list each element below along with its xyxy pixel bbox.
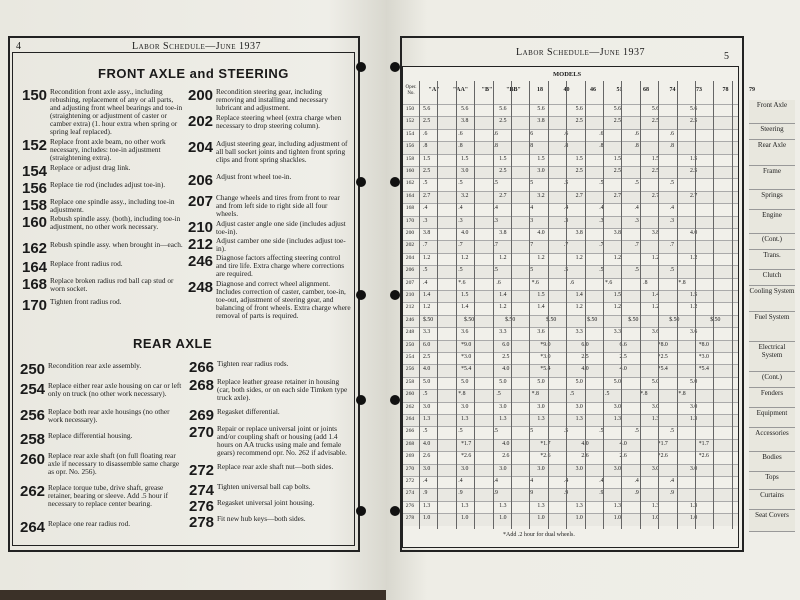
section-tab[interactable]: Clutch — [749, 270, 795, 286]
operation-description: Tighten universal ball cap bolts. — [217, 482, 311, 491]
operation-number: 158 — [22, 197, 48, 214]
table-footnote: *Add .2 hour for dual wheels. — [503, 532, 575, 538]
operation-description: Rebush spindle assy. (both), including toe-in adjustment, no other work necessary. — [50, 214, 181, 231]
operation-number-cell: 152 — [405, 118, 415, 125]
table-column-line — [658, 81, 659, 529]
operation-number-cell: 200 — [405, 230, 415, 236]
operation-number: 266 — [189, 359, 215, 376]
operation-description: Replace torque tube, drive shaft, grease retainer, bearing or sleeve. Add .5 hour if necessary to replace center bearing. — [48, 483, 169, 508]
section-tab[interactable]: Rear Axle — [749, 140, 795, 166]
operation-description: Rebush spindle assy. when brought in—each. — [50, 240, 183, 249]
operation-number: 272 — [189, 462, 215, 479]
table-column-line — [419, 81, 420, 529]
operation-number-cell: 258 — [405, 378, 415, 385]
table-row — [403, 203, 738, 216]
section-tab[interactable]: Tops — [749, 472, 795, 490]
model-header: 74 — [669, 87, 676, 93]
operation-number: 210 — [188, 219, 214, 236]
table-row — [403, 426, 738, 439]
operation-number: 248 — [188, 279, 214, 296]
operation-number: 250 — [20, 361, 46, 378]
operation-number-cell: 266 — [405, 428, 415, 435]
operation-description: Replace leather grease retainer in housing (car, both sides, or on each side Timken type truck axle). — [217, 377, 348, 402]
row-values: .5 .5 .5 .5 .5 .5 .5 .5 — [423, 180, 675, 187]
table-row — [403, 129, 738, 142]
row-values: 2.5 3.8 2.5 3.8 2.5 2.5 2.5 2.5 — [423, 118, 698, 125]
left-page-number: 4 — [16, 41, 21, 52]
model-header: "BB" — [506, 87, 521, 93]
table-row — [403, 290, 738, 303]
section-tab[interactable]: (Cont.) — [749, 372, 795, 388]
table-column-line — [640, 81, 641, 529]
operation-description: Replace one rear radius rod. — [48, 519, 131, 528]
table-column-line — [437, 81, 438, 529]
operation-number-cell: 264 — [405, 416, 415, 422]
row-values: .5 .5 .5 .5 .5 .5 .5 .5 — [423, 267, 675, 274]
table-column-line — [621, 81, 622, 529]
operation-number-cell: 158 — [405, 155, 415, 162]
models-label: MODELS — [553, 71, 582, 78]
table-row — [403, 191, 738, 204]
operation-number-cell: 268 — [405, 440, 415, 447]
operation-number: 168 — [22, 276, 48, 293]
operation-number: 162 — [22, 240, 48, 257]
operation-number-cell: 210 — [405, 292, 415, 298]
table-row — [403, 340, 738, 353]
left-page — [0, 0, 386, 590]
operation-number-cell: 206 — [405, 267, 415, 274]
binder-hole — [356, 290, 366, 300]
section-tab[interactable]: Fuel System — [749, 312, 795, 342]
table-column-line — [677, 81, 678, 529]
row-values: 3.0 3.0 3.0 3.0 3.0 3.0 3.0 3.0 — [423, 403, 698, 410]
row-values: 1.0 1.0 1.0 1.0 1.0 1.0 1.0 1.0 — [423, 515, 698, 522]
operation-description: Replace rear axle shaft nut—both sides. — [217, 462, 334, 471]
labor-time-table — [402, 66, 755, 548]
row-values: 6.0 *9.0 6.0 *9.0 6.0 6.6 *8.0 *8.0 — [423, 341, 709, 348]
operation-description: Replace both rear axle housings (no other work necessary). — [48, 407, 170, 424]
operation-description: Replace either rear axle housing on car or left only on truck (no other work necessary). — [48, 381, 182, 398]
section-tab[interactable]: Equipment — [749, 408, 795, 428]
table-row — [403, 228, 738, 241]
table-row — [403, 389, 738, 402]
row-values: 1.4 1.5 1.4 1.5 1.4 1.5 1.4 1.5 — [423, 292, 698, 298]
operation-number-cell: 278 — [405, 515, 415, 522]
operation-description: Replace or adjust drag link. — [50, 163, 131, 172]
operation-number: 270 — [189, 424, 215, 441]
operation-description: Adjust steering gear, including adjustment of all ball socket joints and tighten front spring clips and front spring shackles. — [216, 139, 348, 164]
operation-number-cell: 272 — [405, 478, 415, 484]
row-values: 2.6 *2.6 2.6 *2.6 2.6 2.6 *2.6 *2.6 — [423, 453, 709, 460]
operation-number-cell: 202 — [405, 242, 415, 249]
row-values: .4 .4 .4 .4 .4 .4 .4 .4 — [423, 478, 675, 484]
operation-description: Replace differential housing. — [48, 431, 133, 440]
operation-number: 262 — [20, 483, 46, 500]
operation-number-cell: 256 — [405, 366, 415, 373]
table-column-line — [603, 81, 604, 529]
operation-description: Regasket universal joint housing. — [217, 498, 315, 507]
row-values: .3 .3 .3 .3 .3 .3 .3 .3 — [423, 217, 675, 224]
binder-hole — [390, 506, 400, 516]
table-column-line — [566, 81, 567, 529]
row-values: 2.5 3.0 2.5 3.0 2.5 2.5 2.5 2.5 — [423, 168, 698, 174]
table-row — [403, 104, 738, 117]
binder-hole — [390, 62, 400, 72]
rear-axle-title: REAR AXLE — [133, 336, 213, 351]
operation-description: Recondition front axle assy., including rebushing, replacement of any or all parts, and adjusting front wheel bearings and toe-in (straightening or adjustment of caster or camber extra) (1. hour extra when spring or spring leaf replaced). — [50, 87, 183, 136]
section-tab[interactable]: Bodies — [749, 452, 795, 472]
table-column-line — [585, 81, 586, 529]
operation-number-cell: 270 — [405, 465, 415, 472]
table-row — [403, 216, 738, 229]
operation-number: 276 — [189, 498, 215, 515]
table-row — [403, 501, 738, 514]
row-values: 2.7 3.2 2.7 3.2 2.7 2.7 2.7 2.7 — [423, 192, 698, 199]
operation-number: 256 — [20, 407, 46, 424]
section-tab[interactable]: Seat Covers — [749, 510, 795, 532]
operation-description: Recondition rear axle assembly. — [48, 361, 142, 370]
table-column-line — [548, 81, 549, 529]
table-row — [403, 265, 738, 278]
oper-no-label: Oper. No. — [405, 85, 417, 96]
front-axle-title: FRONT AXLE and STEERING — [98, 66, 289, 81]
operation-description: Replace front axle beam, no other work necessary, includes: toe-in adjustment (straightening extra). — [50, 137, 166, 162]
table-row — [403, 488, 738, 501]
operation-description: Adjust camber one side (includes adjust toe-in). — [216, 236, 346, 253]
row-values: 5.0 5.0 5.0 5.0 5.0 5.0 5.0 5.0 — [423, 378, 698, 385]
operation-number-cell: 207 — [405, 279, 415, 286]
model-header: 51 — [616, 87, 623, 93]
row-values: 1.3 1.3 1.3 1.3 1.3 1.3 1.3 1.3 — [423, 416, 698, 422]
section-tab[interactable]: Engine — [749, 210, 795, 234]
operation-number: 200 — [188, 87, 214, 104]
row-values: .7 .7 .7 .7 .7 .7 .7 .7 — [423, 242, 675, 249]
table-column-line — [493, 81, 494, 529]
operation-number-cell: 162 — [405, 180, 415, 187]
row-values: 1.5 1.5 1.5 1.5 1.5 1.5 1.5 1.5 — [423, 155, 698, 162]
operation-number: 246 — [188, 253, 214, 270]
operation-description: Recondition steering gear, including removing and installing and necessary lubricant and adjustment. — [216, 87, 328, 112]
section-tab[interactable]: Front Axle — [749, 100, 795, 124]
operation-description: Fit new hub keys—both sides. — [217, 514, 306, 523]
operation-number-cell: 274 — [405, 490, 415, 497]
row-values: 1.2 1.4 1.2 1.4 1.2 1.2 1.2 1.2 — [423, 304, 698, 311]
section-tab[interactable]: Accessories — [749, 428, 795, 452]
section-tab[interactable]: Electrical System — [749, 342, 795, 372]
table-column-line — [695, 81, 696, 529]
table-row — [403, 240, 738, 253]
row-values: .9 .9 .9 .9 .9 .9 .9 .9 — [423, 490, 675, 497]
operation-description: Diagnose and correct wheel alignment. Includes correction of caster, camber, toe-in, toe-out, adjustment of steering gear, and balancing of front wheels. Extra charge where removal of parts is required. — [216, 279, 351, 320]
section-tab[interactable]: Springs — [749, 190, 795, 210]
model-header: 73 — [695, 87, 702, 93]
operation-number-cell: 269 — [405, 453, 415, 460]
section-tab[interactable]: Frame — [749, 166, 795, 190]
model-header: 46 — [589, 87, 596, 93]
row-values: .6 .6 .6 .6 .6 .6 .6 .6 — [423, 130, 675, 137]
operation-number: 274 — [189, 482, 215, 499]
row-values: 2.5 *3.0 2.5 *3.0 2.5 2.5 *2.5 *3.0 — [423, 354, 709, 360]
model-header: 18 — [536, 87, 543, 93]
table-row — [403, 154, 738, 167]
operation-number-cell: 156 — [405, 143, 415, 150]
row-values: 3.3 3.6 3.3 3.6 3.3 3.3 3.6 3.6 — [423, 329, 698, 336]
operation-number: 204 — [188, 139, 214, 156]
operation-number: 278 — [189, 514, 215, 531]
operation-number: 260 — [20, 451, 46, 468]
operation-description: Tighten rear radius rods. — [217, 359, 289, 368]
operation-number-cell: 154 — [405, 130, 415, 137]
operation-number-cell: 168 — [405, 205, 415, 212]
operation-number: 156 — [22, 180, 48, 197]
right-page-header: Labor Schedule—June 1937 — [516, 47, 646, 58]
model-header: "B" — [481, 87, 493, 93]
model-header: 40 — [563, 87, 570, 93]
operation-number: 154 — [22, 163, 48, 180]
binder-hole — [390, 395, 400, 405]
operation-description: Replace front radius rod. — [50, 259, 123, 268]
operation-number: 170 — [22, 297, 48, 314]
operation-number-cell: 262 — [405, 403, 415, 410]
operation-description: Replace one spindle assy., including toe-in adjustment. — [50, 197, 175, 214]
operation-number: 164 — [22, 259, 48, 276]
table-column-line — [456, 81, 457, 529]
section-tab[interactable]: Curtains — [749, 490, 795, 510]
operation-number: 269 — [189, 407, 215, 424]
right-page-number: 5 — [724, 51, 729, 62]
section-tab[interactable]: Steering — [749, 124, 795, 140]
row-values: 4.0 *5.4 4.0 *5.4 4.0 4.0 *5.4 *5.4 — [423, 366, 709, 373]
operation-number: 254 — [20, 381, 46, 398]
row-values: 5.6 5.6 5.6 5.6 5.6 5.6 5.6 5.6 — [423, 106, 698, 112]
table-row — [403, 513, 738, 526]
table-row — [403, 166, 738, 179]
model-header: 78 — [722, 87, 729, 93]
model-header: "AA" — [452, 87, 469, 93]
operation-number-cell: 254 — [405, 354, 415, 360]
row-values: 4.0 *1.7 4.0 *1.7 4.0 4.0 *1.7 *1.7 — [423, 440, 709, 447]
operation-description: Replace tie rod (includes adjust toe-in). — [50, 180, 166, 189]
row-values: .5 *.8 .5 *.8 .5 .5 *.8 *.8 — [423, 391, 686, 398]
table-row — [403, 302, 738, 315]
table-row — [403, 439, 738, 452]
operation-description: Diagnose factors affecting steering control and tire life. Extra charge where corrections are required. — [216, 253, 345, 278]
operation-description: Repair or replace universal joint or joints and/or coupling shaft or housing (add 1.4 hours on AA trucks using male and female gears) recommend opr. No. 262 if advisable. — [217, 424, 347, 457]
binder-hole — [356, 395, 366, 405]
model-header: "A" — [428, 87, 440, 93]
operation-number: 212 — [188, 236, 214, 253]
binder-hole — [356, 62, 366, 72]
operation-number-cell: 248 — [405, 329, 415, 336]
table-column-line — [474, 81, 475, 529]
operation-description: Change wheels and tires from front to rear and from left side to right side all four wheels. — [216, 193, 340, 218]
row-values: $.50 $.50 $.50 $.50 $.50 $.50 $.50 $.50 — [423, 316, 721, 323]
operation-number: 160 — [22, 214, 48, 231]
operation-number-cell: 250 — [405, 341, 415, 348]
table-column-line — [511, 81, 512, 529]
row-values: 3.0 3.0 3.0 3.0 3.0 3.0 3.0 3.0 — [423, 465, 698, 472]
operation-number-cell: 150 — [405, 106, 415, 112]
table-row — [403, 464, 738, 477]
row-values: 1.3 1.3 1.3 1.3 1.3 1.3 1.3 1.3 — [423, 502, 698, 509]
operation-number-cell: 276 — [405, 502, 415, 509]
row-values: 1.2 1.2 1.2 1.2 1.2 1.2 1.2 1.2 — [423, 254, 698, 261]
operation-number-cell: 260 — [405, 391, 415, 398]
row-values: .8 .8 .8 .8 .8 .8 .8 .8 — [423, 143, 675, 150]
operation-number: 150 — [22, 87, 48, 104]
operation-description: Replace broken radius rod ball cap stud or worn socket. — [50, 276, 174, 293]
section-tab[interactable]: Trans. — [749, 250, 795, 270]
row-values: .5 .5 .5 .5 .5 .5 .5 .5 — [423, 428, 675, 435]
section-tab[interactable]: Cooling System — [749, 286, 795, 312]
table-row — [403, 141, 738, 154]
binder-hole — [390, 290, 400, 300]
operation-description: Replace rear axle shaft (on full floating rear axle if necessary to disassemble same charge as opr. No. 256). — [48, 451, 180, 476]
operation-number: 268 — [189, 377, 215, 394]
table-row — [403, 178, 738, 191]
operation-description: Adjust caster angle one side (includes adjust toe-in). — [216, 219, 346, 236]
operation-number: 202 — [188, 113, 214, 130]
table-row — [403, 364, 738, 377]
table-row — [403, 451, 738, 464]
left-page-header: Labor Schedule—June 1937 — [132, 41, 262, 52]
operation-description: Regasket differential. — [217, 407, 280, 416]
table-row — [403, 315, 738, 328]
section-tab[interactable]: (Cont.) — [749, 234, 795, 250]
table-row — [403, 414, 738, 427]
operation-number-cell: 212 — [405, 304, 415, 311]
section-tab[interactable]: Fenders — [749, 388, 795, 408]
binder-hole — [356, 506, 366, 516]
table-row — [403, 402, 738, 415]
binder-hole — [390, 177, 400, 187]
operation-description: Adjust front wheel toe-in. — [216, 172, 292, 181]
model-header: 68 — [642, 87, 649, 93]
table-row — [403, 377, 738, 390]
table-row — [403, 116, 738, 129]
table-column-line — [529, 81, 530, 529]
table-row — [403, 253, 738, 266]
operation-number: 258 — [20, 431, 46, 448]
operation-number-cell: 246 — [405, 316, 415, 323]
operation-number-cell: 160 — [405, 168, 415, 174]
operation-number: 152 — [22, 137, 48, 154]
row-values: .4 *.6 .6 *.6 .6 *.6 .8 *.8 — [423, 279, 686, 286]
table-column-line — [713, 81, 714, 529]
operation-number-cell: 204 — [405, 254, 415, 261]
table-row — [403, 327, 738, 340]
operation-number: 264 — [20, 519, 46, 536]
table-column-line — [732, 81, 733, 529]
operation-number: 206 — [188, 172, 214, 189]
operation-number-cell: 170 — [405, 217, 415, 224]
operation-number: 207 — [188, 193, 214, 210]
model-header: 79 — [748, 87, 755, 93]
operation-number-cell: 164 — [405, 192, 415, 199]
row-values: .4 .4 .4 .4 .4 .4 .4 .4 — [423, 205, 675, 212]
binder-hole — [356, 177, 366, 187]
table-row — [403, 278, 738, 291]
table-row — [403, 476, 738, 489]
operation-description: Tighten front radius rod. — [50, 297, 122, 306]
row-values: 3.8 4.0 3.8 4.0 3.8 3.8 3.8 4.0 — [423, 230, 698, 236]
operation-description: Replace steering wheel (extra charge when necessary to drop steering column). — [216, 113, 342, 130]
table-row — [403, 352, 738, 365]
